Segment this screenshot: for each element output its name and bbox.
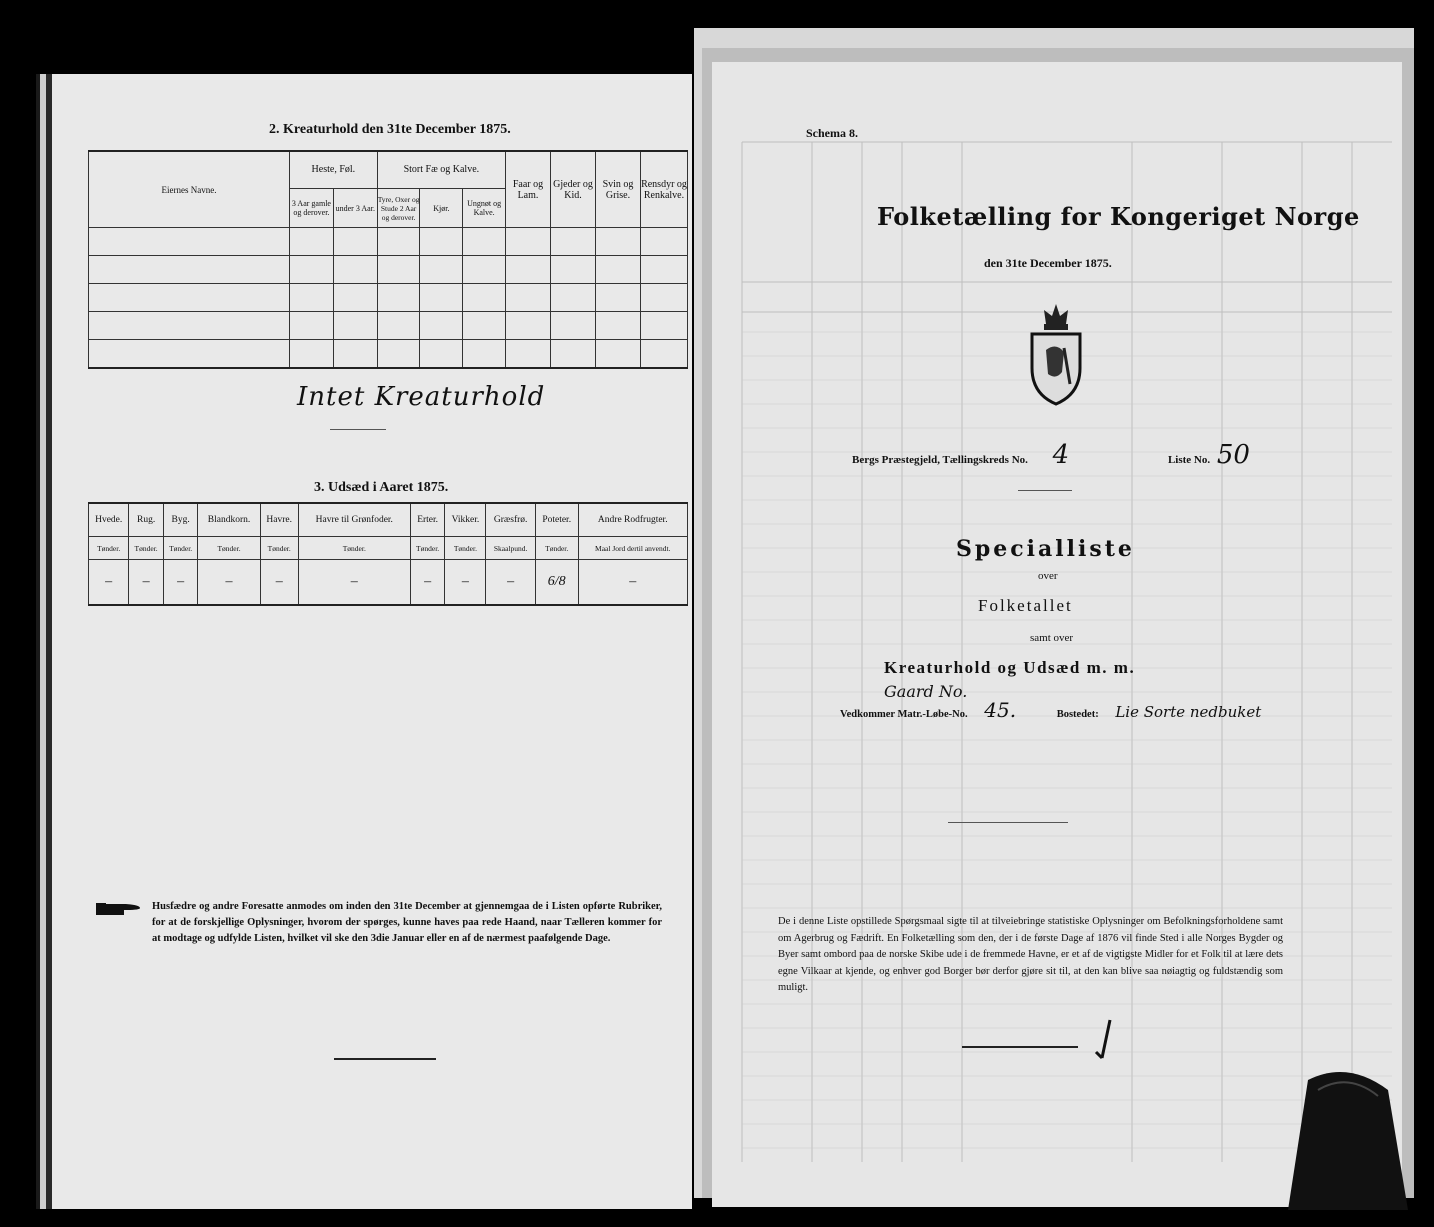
seed-col-unit: Tønder. [198,537,260,560]
seed-col-unit: Tønder. [445,537,486,560]
page-title: Folketælling for Kongeriget Norge [877,202,1360,231]
bosted-label: Bostedet: [1056,709,1099,720]
over-label: over [1038,570,1058,582]
bulls-header: Tyre, Oxer og Stude 2 Aar og derover. [378,189,421,227]
seed-value: – [129,560,164,606]
owner-names-header: Eiernes Navne. [89,151,290,228]
coat-of-arms-icon [1024,298,1088,408]
cattle-header: Stort Fæ og Kalve. Tyre, Oxer og Stude 2 Aar og derover. Kjør. Ungnøt og Kalve. [377,151,505,228]
seed-value: 6/8 [535,560,578,606]
seed-col-header: Havre. [260,503,298,537]
handwritten-mark-icon [1092,1018,1122,1062]
seed-col-unit: Maal Jord dertil anvendt. [578,537,688,560]
thumb-shadow [1288,1060,1408,1210]
left-page [52,74,692,1209]
seed-col-header: Andre Rodfrugter. [578,503,688,537]
section-2-title: 2. Kreaturhold den 31te December 1875. [269,122,511,137]
calves-header: Ungnøt og Kalve. [467,199,502,217]
table-row [89,312,688,340]
signature-line [962,1046,1078,1048]
table-row [89,284,688,312]
seed-col-header: Blandkorn. [198,503,260,537]
seed-col-header: Havre til Grønfoder. [298,503,410,537]
seed-col-unit: Tønder. [535,537,578,560]
seed-col-unit: Tønder. [260,537,298,560]
table-row [89,256,688,284]
seed-col-unit: Tønder. [298,537,410,560]
livestock-heading: Kreaturhold og Udsæd m. m. [884,658,1136,677]
divider [334,1058,436,1060]
census-date: den 31te December 1875. [984,256,1112,270]
matrikkel-label: Vedkommer Matr.-Løbe-No. [840,709,968,720]
seed-col-header: Vikker. [445,503,486,537]
seed-value: – [578,560,688,606]
seed-value: – [410,560,445,606]
seed-col-header: Poteter. [535,503,578,537]
seed-value: – [198,560,260,606]
parish-line [852,440,1392,470]
seed-col-unit: Tønder. [129,537,164,560]
pigs-header: Svin og Grise. [596,151,641,228]
matrikkel-number: 45. [984,698,1017,722]
cows-header: Kjør. [420,189,463,227]
divider [948,822,1068,823]
table-row [89,228,688,256]
seed-table [88,502,688,606]
seed-value: – [89,560,129,606]
goats-header: Gjeder og Kid. [551,151,596,228]
schema-label: Schema 8. [806,126,858,140]
list-label: Liste No. [1167,454,1211,466]
seed-col-unit: Tønder. [89,537,129,560]
seed-col-unit: Tønder. [163,537,198,560]
livestock-table [88,150,688,369]
instructions-notice: Husfædre og andre Foresatte anmodes om inden den 31te December at gjennemgaa de i Listen opførte Rubriker, for at de forskjellige Oplysninger, hvorom der spørges, kunne haves paa rede Haand, naar Tælleren kommer for at modtage og udfylde Listen, hvilket vil ske den 3die Januar eller en af de nærmest paafølgende Dage. [152,901,662,944]
samt-over-label: samt over [1030,632,1074,644]
handwritten-no-livestock: Intet Kreaturhold [297,382,546,412]
seed-value: – [486,560,535,606]
bosted-value: Lie Sorte nedbuket [1115,703,1262,721]
seed-col-header: Erter. [410,503,445,537]
seed-value: – [298,560,410,606]
divider [330,429,386,430]
handwritten-gaard: Gaard No. [884,682,968,701]
seed-col-unit: Tønder. [410,537,445,560]
seed-col-header: Byg. [163,503,198,537]
seed-col-unit: Skaalpund. [486,537,535,560]
census-info-paragraph: De i denne Liste opstillede Spørgsmaal sigte til at tilveiebringe statistiske Oplysninger om Befolkningsforholdene samt om Agerbrug og Fædrift. En Folketælling som den, der i de første Dage af 1876 vil finde Sted i alle Norges Bygder og Byer samt ombord paa de norske Skibe ude i de fremmede Havne, er et af de vigtigste Midler for et Folk til at lære dets egne Vilkaar at kjende, og enhver god Borger bør derfor gjøre sit til, at den kan blive saa nøiagtig og fuldstændig som muligt. [778,916,1283,993]
list-number: 50 [1216,440,1250,470]
district-number: 4 [1052,440,1070,470]
specialliste-heading: Specialliste [956,536,1135,562]
parish-label: Bergs Præstegjeld, Tællingskreds No. [852,454,1028,466]
pointing-hand-icon [96,900,142,918]
seed-col-header: Rug. [129,503,164,537]
horses-header: Heste, Føl. 3 Aar gamle og derover. under 3 Aar. [290,151,378,228]
horses-under3-header: under 3 Aar. [335,203,375,213]
seed-col-header: Hvede. [89,503,129,537]
reindeer-header: Rensdyr og Renkalve. [641,151,688,228]
sheep-header: Faar og Lam. [506,151,551,228]
table-row [89,340,688,369]
seed-value: – [163,560,198,606]
matrikkel-line [840,698,1400,722]
seed-value: – [260,560,298,606]
section-3-title: 3. Udsæd i Aaret 1875. [314,480,449,495]
divider [1018,490,1072,491]
folketallet-heading: Folketallet [978,596,1073,615]
right-page [712,62,1402,1207]
seed-value: – [445,560,486,606]
seed-col-header: Græsfrø. [486,503,535,537]
horses-3yr-header: 3 Aar gamle og derover. [290,189,334,227]
